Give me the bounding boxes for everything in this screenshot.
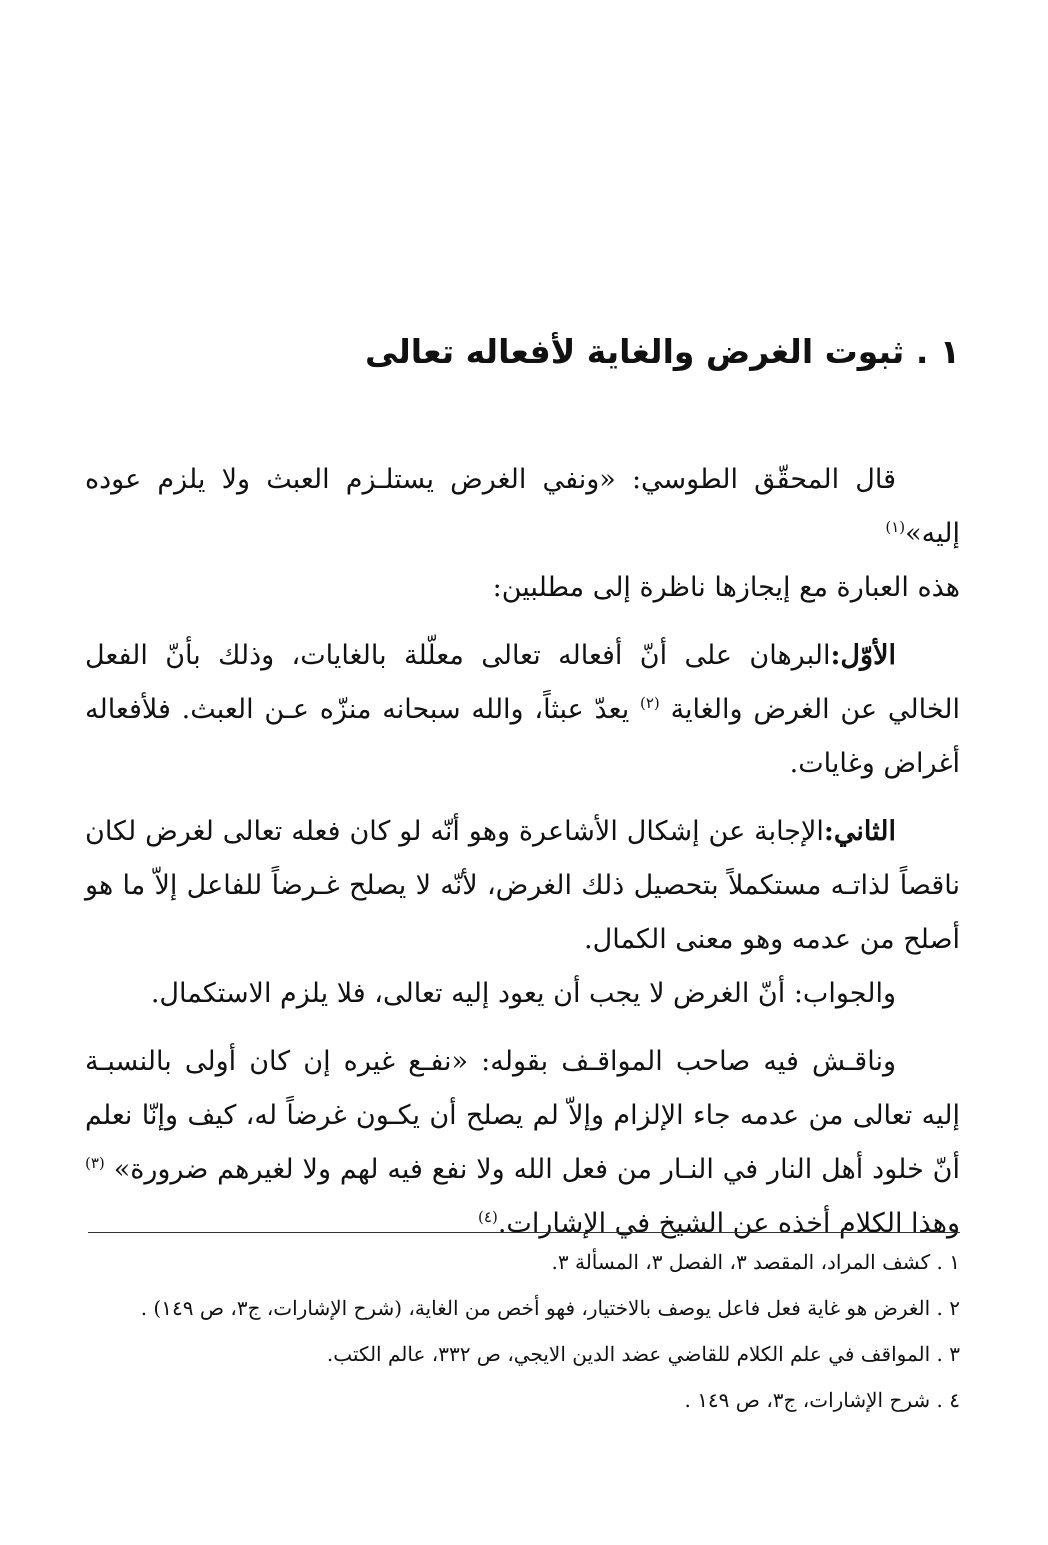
paragraph-text-cont: يعدّ عبثاً، والله سبحانه منزّه عـن العبث. فلأفعاله أغراض وغايات. [85,694,960,779]
paragraph-text: وناقـش فيه صاحب المواقـف بقوله: «نفـع غيره إن كان أولى بالنسبـة إليه تعالى من عدمه جاء الإلزام وإلاّ لم يصلح أن يكـون غرضاً له، كيف وإنّا نعلم أنّ خلود أهل النار في النـار من فعل الله ولا نفع فيه لهم ولا لغيرهم ضرورة» [85,1046,960,1185]
paragraph-answer [85,967,960,1021]
paragraph-intro [85,561,960,615]
paragraph-discussion [85,1035,960,1251]
paragraph-text: والجواب: أنّ الغرض لا يجب أن يعود إليه تعالى، فلا يلزم الاستكمال. [150,978,896,1009]
footnote-divider [88,1232,960,1233]
footnote-ref: (١) [885,518,906,536]
footnote-item: ٢ . الغرض هو غاية فعل فاعل يوصف بالاختيار، فهو أخص من الغاية، (شرح الإشارات، ج٣، ص ١٤٩) . [140,1296,960,1320]
footnote-ref: (٢) [640,694,660,712]
paragraph-quote [85,453,960,561]
paragraph-text: الإجابة عن إشكال الأشاعرة وهو أنّه لو كان فعله تعالى لغرض لكان ناقصاً لذاتـه مستكملاً بتحصيل ذلك الغرض، لأنّه لا يصلح غـرضاً للفاعل إلاّ ما هو أصلح من عدمه وهو معنى الكمال. [85,816,960,955]
footnote-item: ١ . كشف المراد، المقصد ٣، الفصل ٣، المسألة ٣. [551,1250,960,1274]
footnote-item: ٣ . المواقف في علم الكلام للقاضي عضد الدين الايجي، ص ٣٣٢، عالم الكتب. [326,1342,960,1366]
paragraph-label: الأوّل: [830,640,896,671]
footnotes [85,1243,960,1427]
footnote-ref: (٣) [85,1154,105,1172]
footnote-item: ٤ . شرح الإشارات، ج٣، ص ١٤٩ . [684,1388,960,1412]
section-heading: ١ . ثبوت الغرض والغاية لأفعاله تعالى [364,332,960,371]
paragraph-label: الثاني: [823,816,896,847]
paragraph-text-cont: وهذا الكلام أخذه عن الشيخ في الإشارات. [497,1208,960,1239]
footnote-ref: (٤) [478,1208,498,1226]
paragraph-text: قال المحقّق الطوسي: «ونفي الغرض يستلـزم العبث ولا يلزم عوده إليه» [85,464,960,549]
paragraph-first [85,629,960,791]
paragraph-second [85,805,960,967]
paragraph-text: هذه العبارة مع إيجازها ناظرة إلى مطلبين: [492,572,960,603]
paragraph-text: البرهان على أنّ أفعاله تعالى معلّلة بالغايات، وذلك بأنّ الفعل الخالي عن الغرض والغاية [85,640,960,725]
body-text [85,453,960,1251]
